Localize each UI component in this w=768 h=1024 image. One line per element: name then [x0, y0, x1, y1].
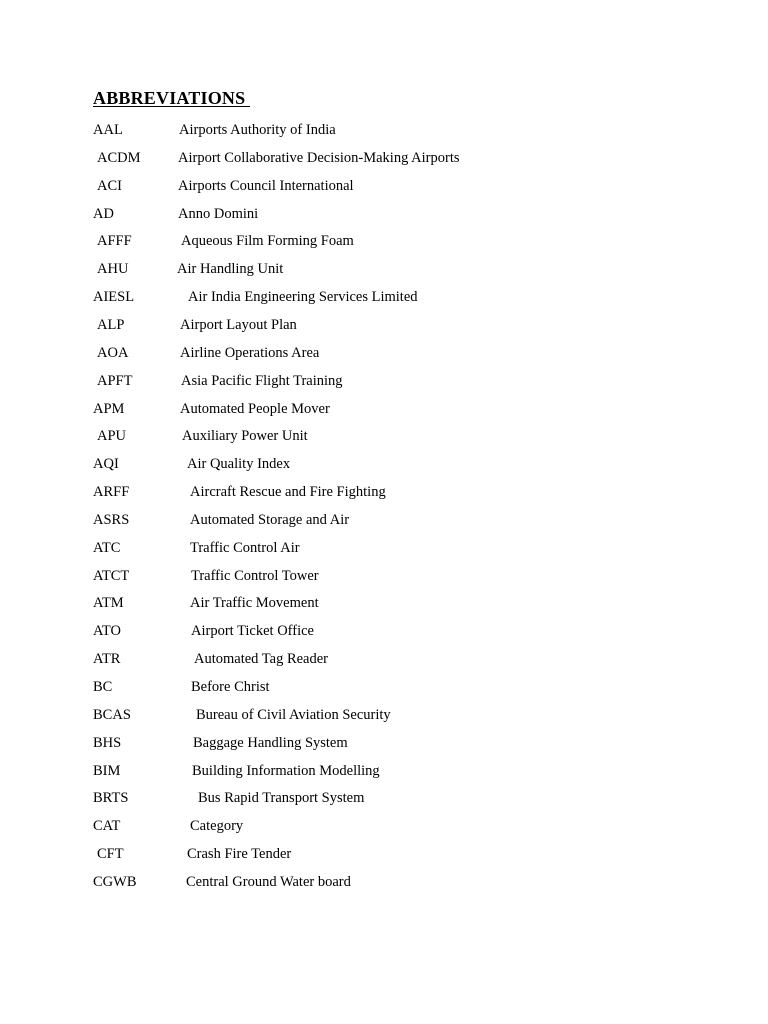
abbreviation-term: CFT — [97, 846, 124, 863]
abbreviation-term: ACDM — [97, 149, 141, 166]
abbreviation-row — [0, 314, 768, 336]
abbreviation-row — [0, 871, 768, 893]
abbreviation-row — [0, 760, 768, 782]
abbreviation-row — [0, 286, 768, 308]
abbreviation-definition: Airport Collaborative Decision-Making Airports — [178, 149, 460, 166]
abbreviation-row — [0, 453, 768, 475]
abbreviation-term: APU — [97, 428, 127, 445]
abbreviation-term: AOA — [97, 344, 129, 361]
abbreviation-term: ATM — [93, 595, 124, 612]
abbreviation-row — [0, 704, 768, 726]
abbreviation-row — [0, 676, 768, 698]
abbreviation-definition: Asia Pacific Flight Training — [181, 372, 343, 389]
abbreviation-definition: Building Information Modelling — [192, 762, 380, 779]
abbreviation-row — [0, 230, 768, 252]
abbreviation-definition: Auxiliary Power Unit — [182, 428, 308, 445]
abbreviation-row — [0, 648, 768, 670]
abbreviation-definition: Airport Ticket Office — [191, 623, 314, 640]
abbreviation-definition: Airport Layout Plan — [180, 316, 297, 333]
abbreviation-row — [0, 203, 768, 225]
abbreviation-term: BIM — [93, 762, 121, 779]
abbreviation-definition: Air Traffic Movement — [190, 595, 319, 612]
abbreviation-definition: Central Ground Water board — [186, 873, 351, 890]
abbreviation-term: AD — [93, 205, 114, 222]
abbreviation-row — [0, 370, 768, 392]
abbreviation-term: ATO — [93, 623, 121, 640]
abbreviation-definition: Bus Rapid Transport System — [198, 790, 365, 807]
abbreviation-term: APFT — [97, 372, 133, 389]
abbreviation-definition: Traffic Control Air — [190, 539, 300, 556]
abbreviation-definition: Airports Council International — [178, 177, 354, 194]
abbreviation-definition: Baggage Handling System — [193, 734, 348, 751]
abbreviation-row — [0, 787, 768, 809]
abbreviation-row — [0, 732, 768, 754]
abbreviation-row — [0, 481, 768, 503]
abbreviation-definition: Automated Storage and Air — [190, 511, 350, 528]
abbreviation-row — [0, 147, 768, 169]
abbreviation-row — [0, 592, 768, 614]
abbreviation-definition: Before Christ — [191, 679, 270, 695]
abbreviation-term: BRTS — [93, 790, 129, 807]
abbreviation-definition: Crash Fire Tender — [187, 846, 292, 863]
abbreviation-term: ALP — [97, 316, 125, 333]
abbreviation-term: BC — [93, 679, 113, 695]
abbreviation-definition: Airline Operations Area — [180, 344, 320, 361]
abbreviation-definition: Automated Tag Reader — [194, 651, 329, 668]
abbreviation-term: APM — [93, 400, 125, 417]
abbreviation-row — [0, 175, 768, 197]
abbreviation-term: BCAS — [93, 706, 131, 723]
abbreviation-term: AAL — [93, 122, 123, 138]
abbreviation-term: ATCT — [93, 567, 130, 584]
abbreviation-row — [0, 342, 768, 364]
abbreviation-definition: Aqueous Film Forming Foam — [181, 233, 354, 250]
abbreviation-definition: Air India Engineering Services Limited — [188, 289, 418, 306]
abbreviation-term: AIESL — [93, 289, 135, 306]
abbreviation-term: AQI — [93, 456, 119, 473]
abbreviation-term: CAT — [93, 818, 121, 835]
abbreviation-term: ACI — [97, 177, 122, 194]
abbreviation-row — [0, 398, 768, 420]
abbreviation-row — [0, 843, 768, 865]
abbreviation-definition: Category — [190, 818, 244, 835]
abbreviation-term: AHU — [97, 261, 129, 278]
abbreviation-row — [0, 815, 768, 837]
abbreviation-term: ATC — [93, 539, 121, 556]
abbreviation-row — [0, 258, 768, 280]
abbreviation-row — [0, 537, 768, 559]
abbreviation-definition: Traffic Control Tower — [191, 567, 319, 584]
page-title: ABBREVIATIONS — [93, 88, 251, 108]
abbreviation-term: ARFF — [93, 484, 130, 501]
abbreviation-row — [0, 620, 768, 642]
abbreviation-row — [0, 119, 768, 141]
abbreviation-definition: Air Handling Unit — [177, 261, 284, 278]
abbreviation-definition: Air Quality Index — [187, 456, 291, 473]
abbreviation-definition: Automated People Mover — [180, 400, 330, 417]
abbreviation-term: BHS — [93, 734, 122, 751]
abbreviation-definition: Aircraft Rescue and Fire Fighting — [190, 484, 386, 501]
abbreviation-term: ASRS — [93, 511, 130, 528]
abbreviation-term: ATR — [93, 651, 121, 668]
abbreviation-term: AFFF — [97, 233, 132, 250]
abbreviation-definition: Airports Authority of India — [179, 122, 336, 138]
abbreviation-definition: Bureau of Civil Aviation Security — [196, 706, 391, 723]
abbreviation-row — [0, 509, 768, 531]
abbreviation-definition: Anno Domini — [178, 205, 259, 222]
abbreviation-row — [0, 565, 768, 587]
abbreviation-term: CGWB — [93, 873, 137, 890]
abbreviation-row — [0, 425, 768, 447]
